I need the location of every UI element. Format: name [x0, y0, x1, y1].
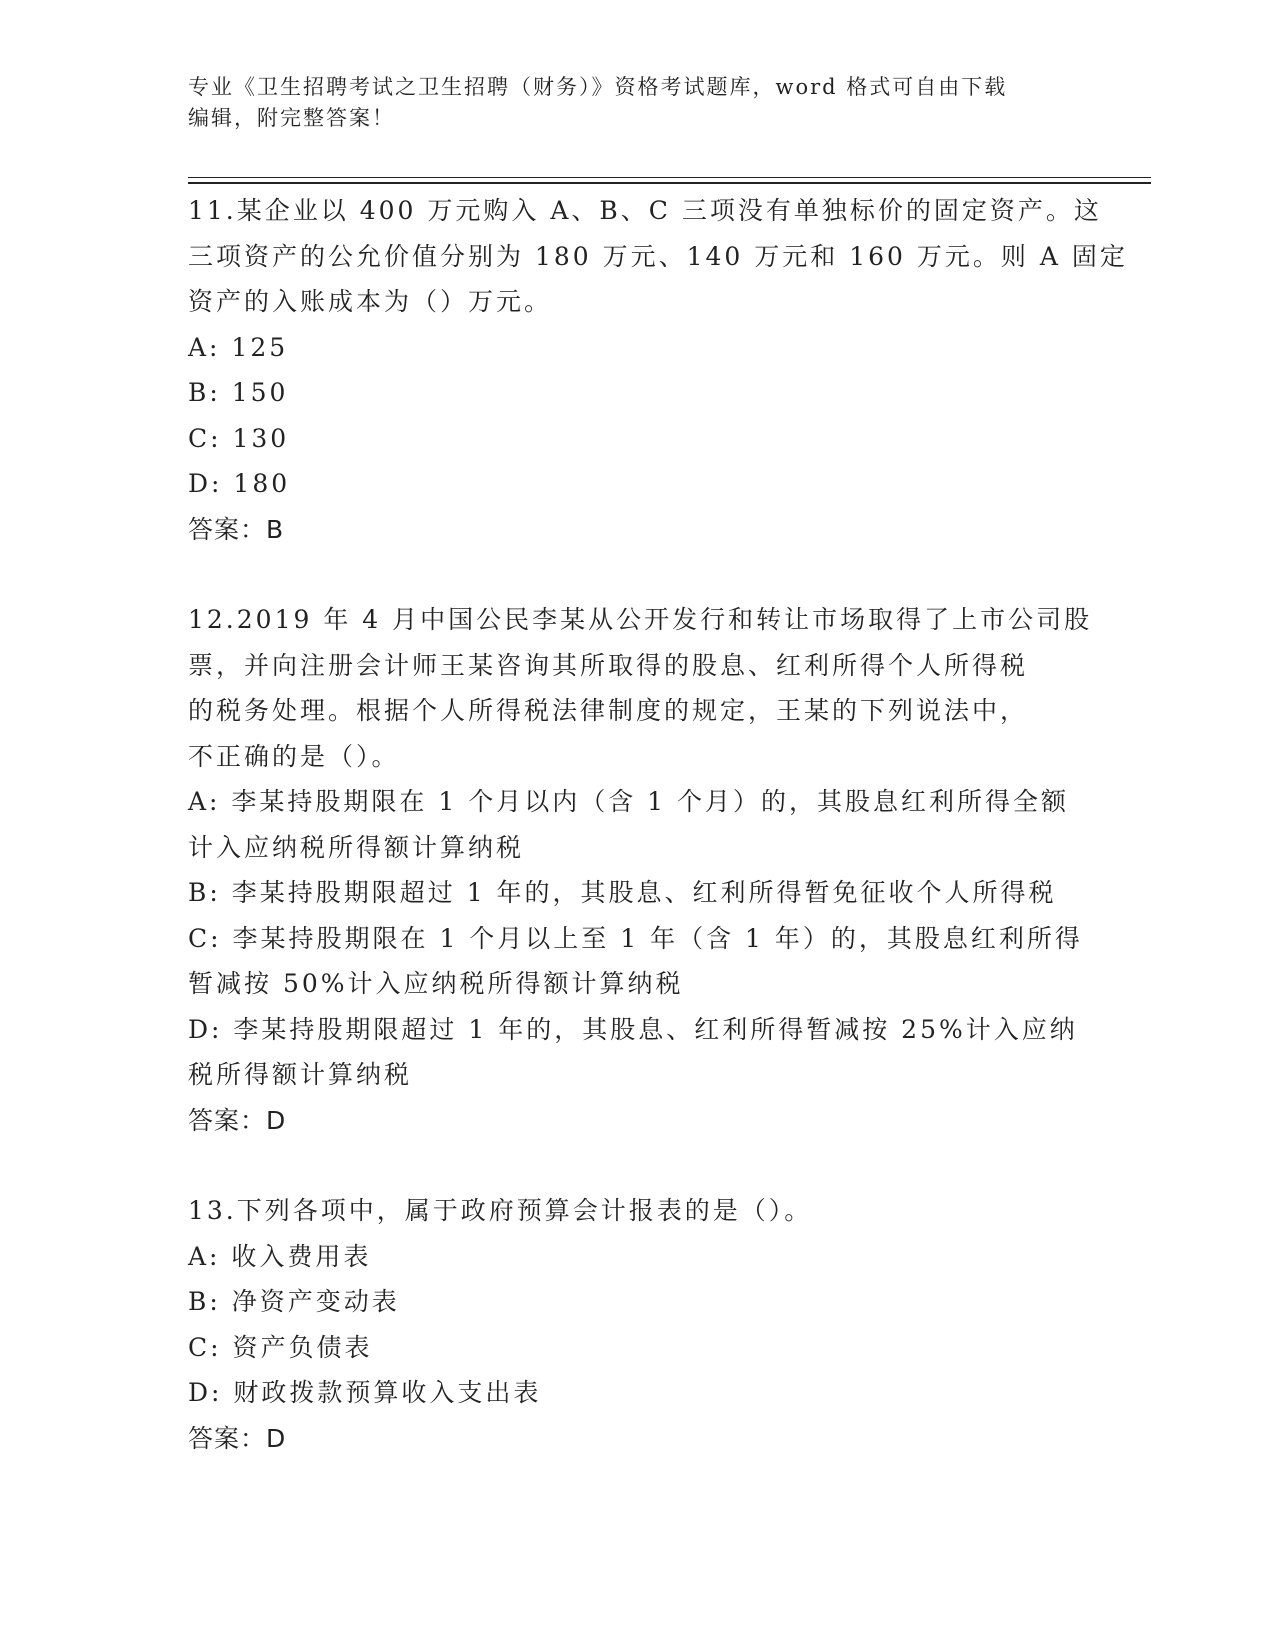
option-c: C: 李某持股期限在 1 个月以上至 1 年（含 1 年）的，其股息红利所得 [188, 923, 1083, 953]
header-divider-thin [188, 177, 1151, 178]
option-c: C: 资产负债表 [188, 1332, 373, 1362]
question-stem-line: 票，并向注册会计师王某咨询其所取得的股息、红利所得个人所得税 [188, 650, 1029, 680]
option-b: B: 150 [188, 378, 289, 407]
option-d: D: 财政拨款预算收入支出表 [188, 1378, 542, 1407]
question-stem-line: 不正确的是（）。 [188, 741, 400, 771]
option-c: C: 130 [188, 423, 290, 453]
question-stem-line: 11.某企业以 400 万元购入 A、B、C 三项没有单独标价的固定资产。这 [188, 196, 1102, 225]
answer-label: 答案：D [188, 1423, 287, 1453]
question-stem-line: 的税务处理。根据个人所得税法律制度的规定，王某的下列说法中， [188, 696, 1029, 725]
option-a-continued: 计入应纳税所得额计算纳税 [188, 832, 525, 862]
question-12 [188, 597, 1093, 1143]
option-d: D: 180 [188, 469, 291, 498]
question-13 [188, 1188, 1088, 1461]
question-stem-line: 资产的入账成本为（）万元。 [188, 287, 553, 316]
question-11 [188, 188, 1128, 552]
question-list [188, 188, 1128, 1506]
header-divider-thick [188, 182, 1151, 184]
option-c-continued: 暂减按 50%计入应纳税所得额计算纳税 [188, 969, 684, 998]
option-a: A: 收入费用表 [188, 1241, 372, 1271]
option-b: B: 李某持股期限超过 1 年的，其股息、红利所得暂免征收个人所得税 [188, 878, 1057, 907]
document-header [188, 72, 1088, 134]
option-b: B: 净资产变动表 [188, 1287, 400, 1316]
option-a: A: 125 [188, 332, 289, 362]
question-stem-line: 13.下列各项中，属于政府预算会计报表的是（）。 [188, 1196, 813, 1225]
option-d-continued: 税所得额计算纳税 [188, 1060, 413, 1089]
question-stem-line: 12.2019 年 4 月中国公民李某从公开发行和转让市场取得了上市公司股 [188, 605, 1093, 634]
option-a: A: 李某持股期限在 1 个月以内（含 1 个月）的，其股息红利所得全额 [188, 787, 1070, 816]
answer-label: 答案：B [188, 514, 285, 544]
header-line-2: 编辑，附完整答案！ [188, 106, 395, 130]
question-stem-line: 三项资产的公允价值分别为 180 万元、140 万元和 160 万元。则 A 固定 [188, 241, 1128, 271]
answer-label: 答案：D [188, 1105, 287, 1135]
header-line-1: 专业《卫生招聘考试之卫生招聘（财务）》资格考试题库，word 格式可自由下载 [188, 75, 1008, 99]
option-d: D: 李某持股期限超过 1 年的，其股息、红利所得暂减按 25%计入应纳 [188, 1014, 1078, 1044]
